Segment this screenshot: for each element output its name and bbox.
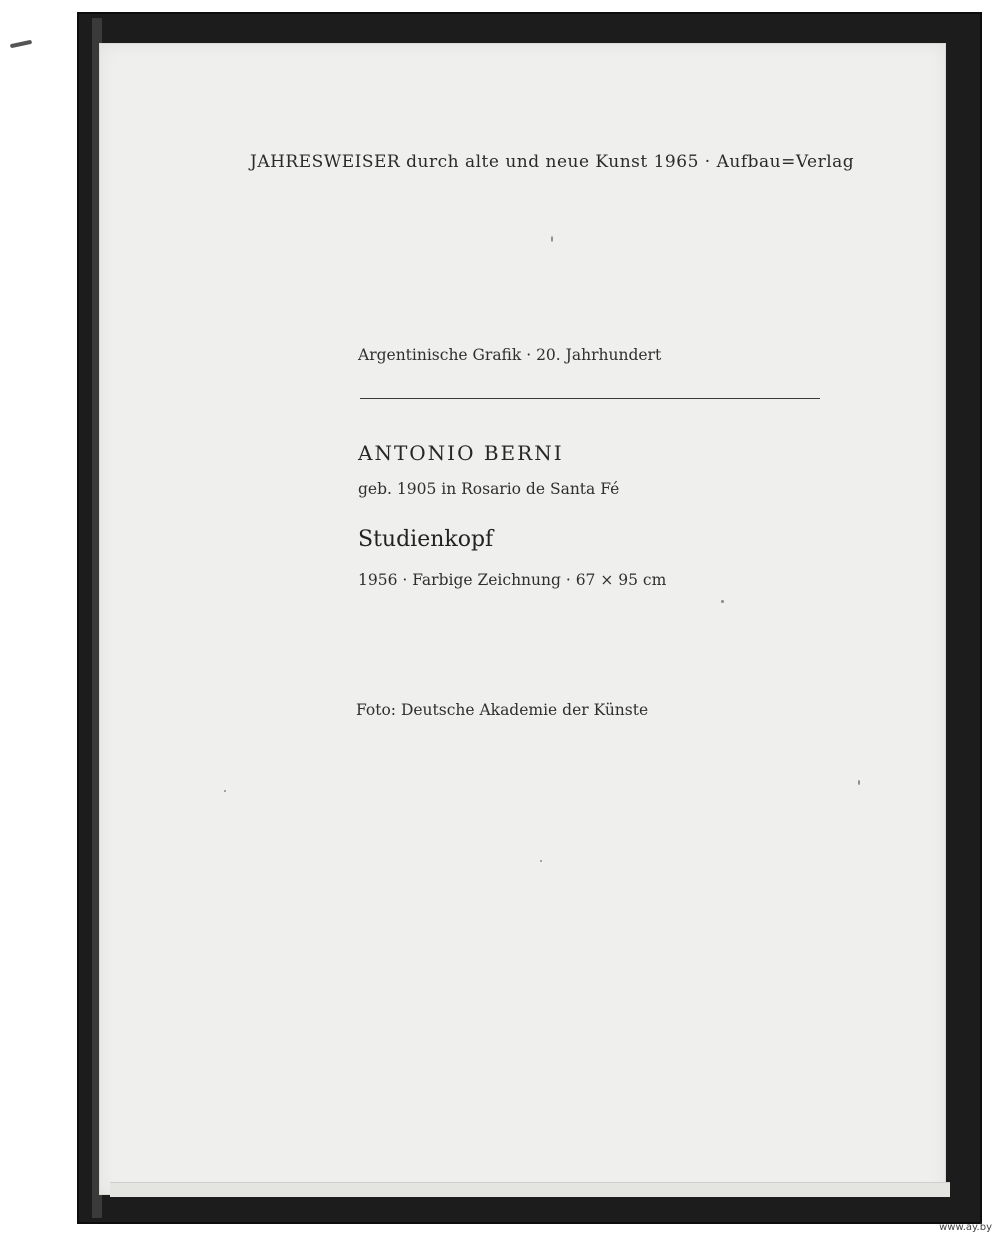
watermark: www.ay.by [939, 1222, 992, 1233]
divider-rule [360, 398, 820, 399]
work-title: Studienkopf [358, 527, 494, 552]
scan-mark [10, 40, 32, 48]
publication-header: JAHRESWEISER durch alte und neue Kunst 1965 · Aufbau=Verlag [250, 152, 855, 172]
artist-birth: geb. 1905 in Rosario de Santa Fé [358, 480, 620, 498]
sheet-bottom-edge [110, 1182, 950, 1197]
paper-speck [858, 780, 860, 785]
series-title: Argentinische Grafik · 20. Jahrhundert [358, 346, 662, 364]
paper-speck [224, 790, 226, 792]
artist-name: ANTONIO BERNI [358, 441, 564, 465]
photo-credit: Foto: Deutsche Akademie der Künste [356, 701, 649, 719]
paper-speck [551, 236, 553, 242]
paper-sheet [100, 44, 945, 1194]
paper-speck [540, 860, 542, 862]
work-details: 1956 · Farbige Zeichnung · 67 × 95 cm [358, 571, 667, 589]
paper-speck [721, 600, 724, 603]
